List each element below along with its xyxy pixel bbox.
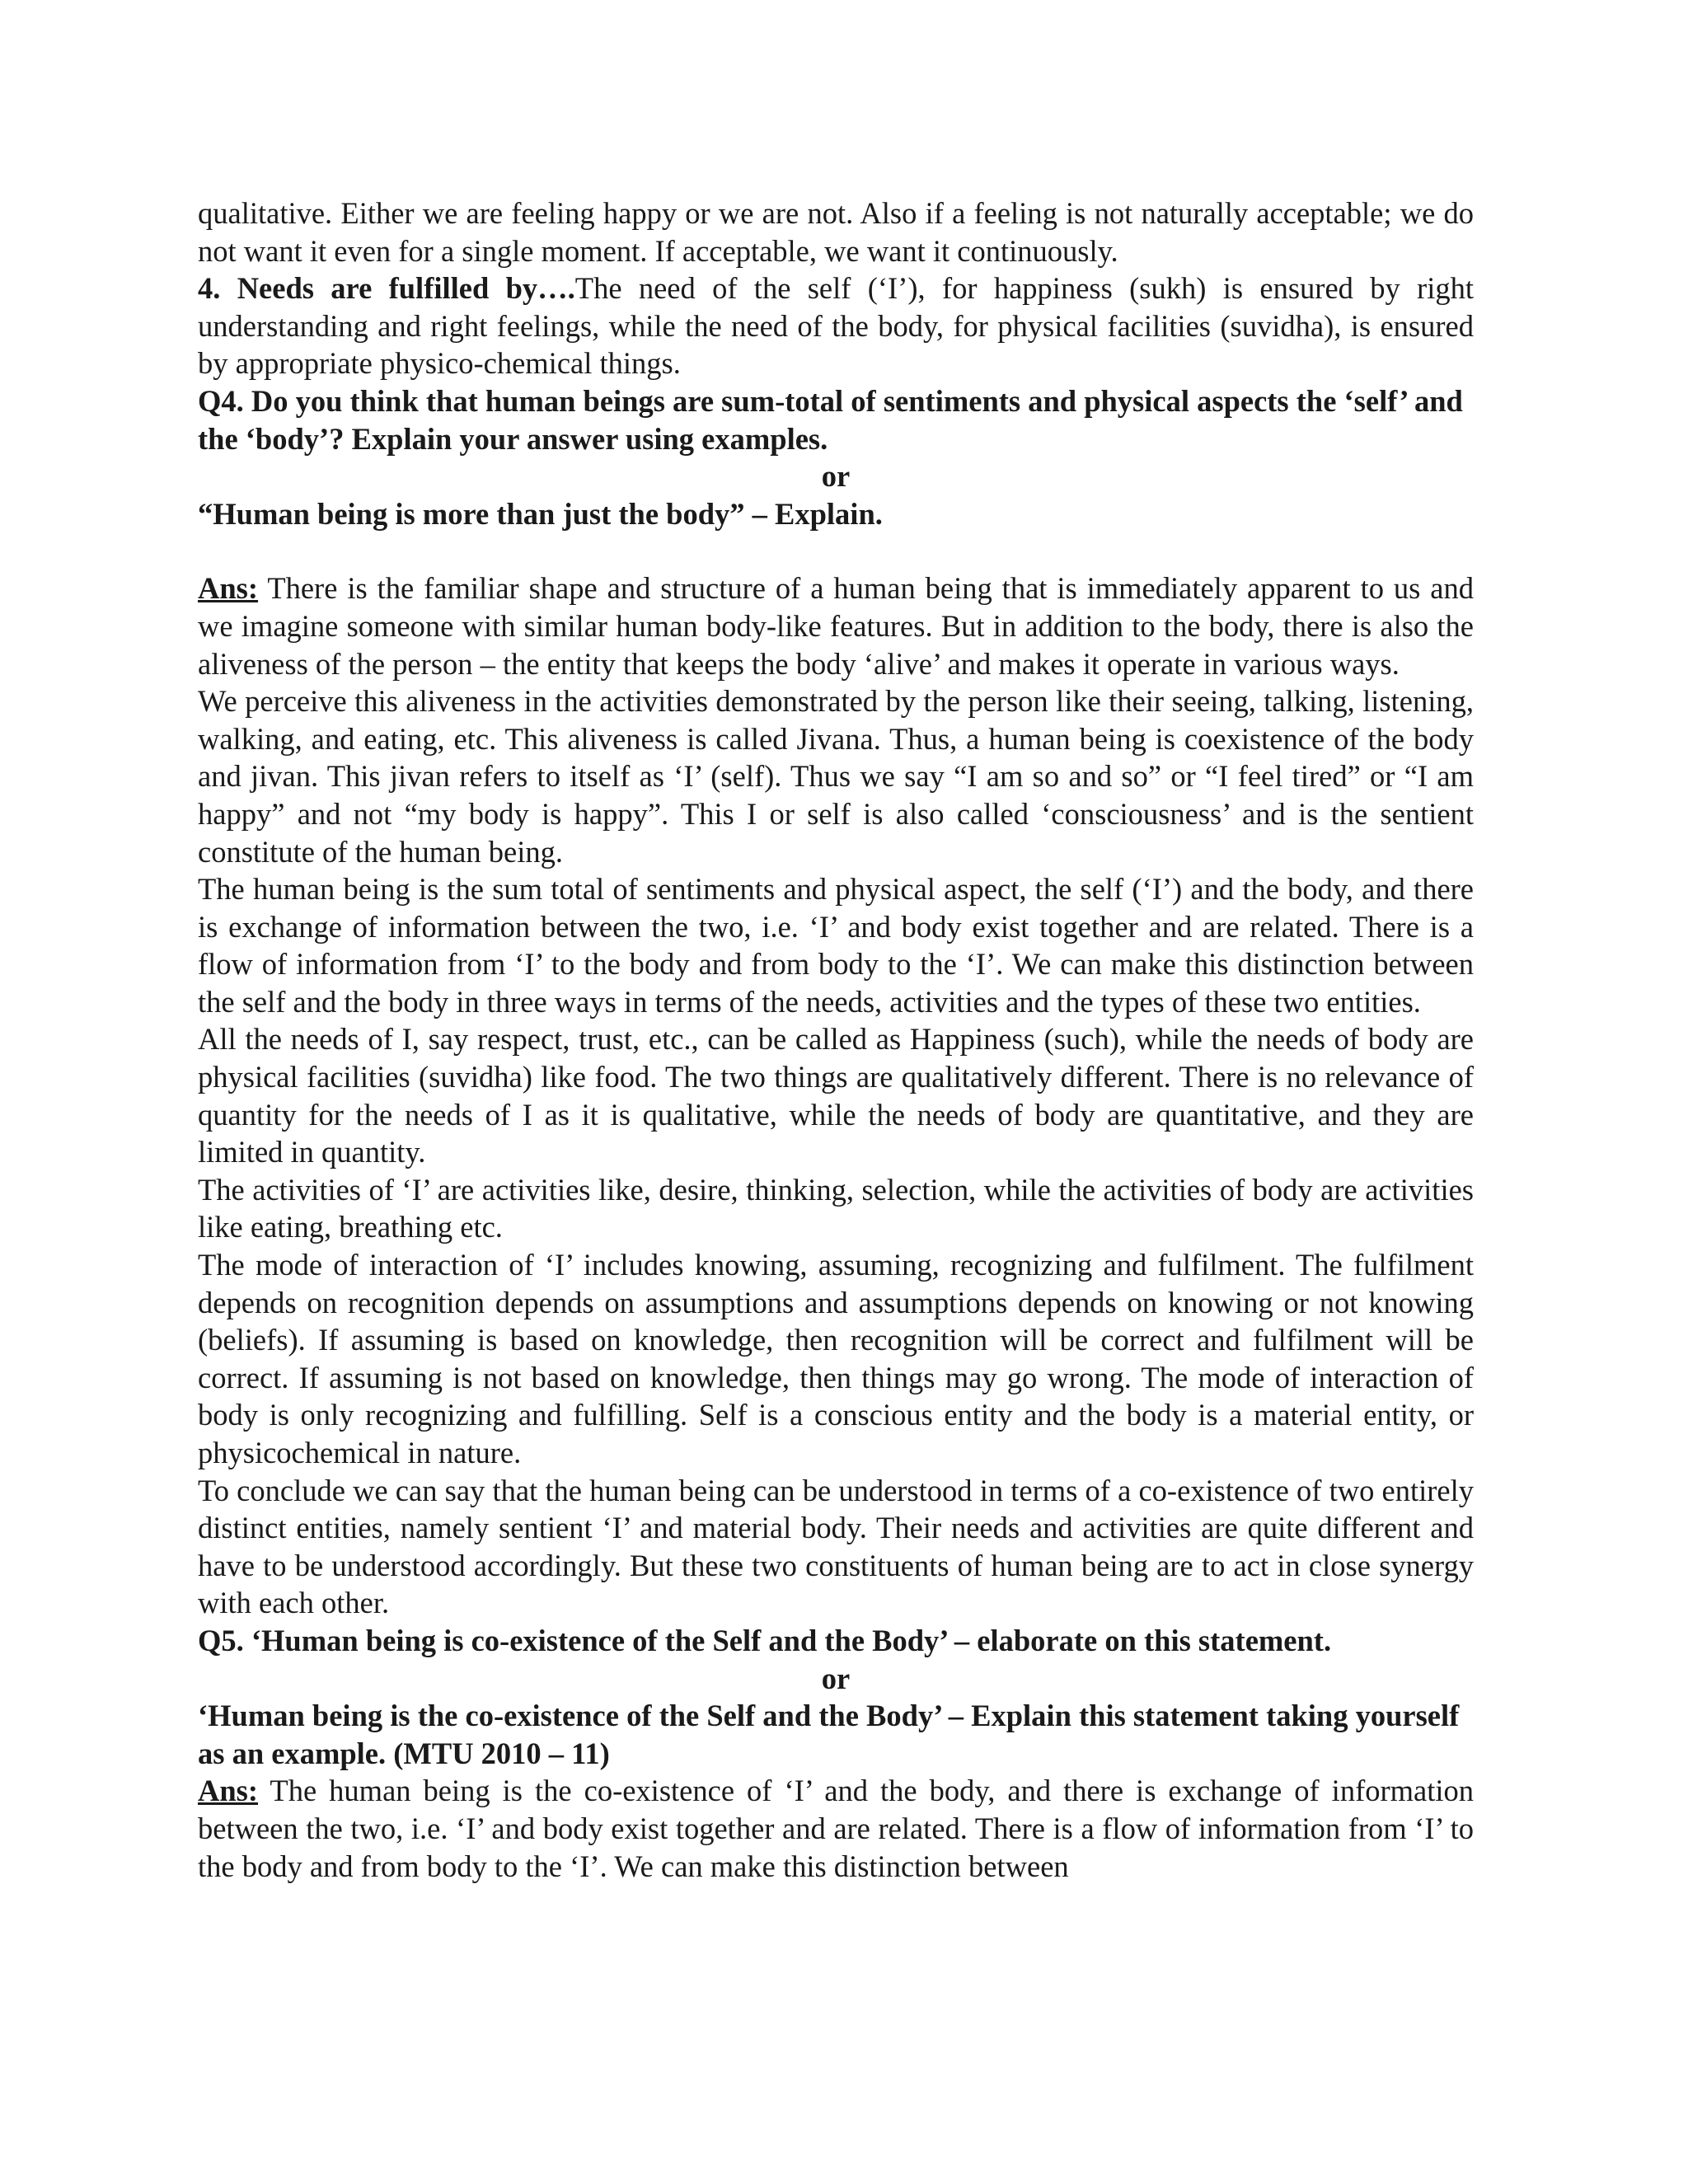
q4-answer-p6: The mode of interaction of ‘I’ includes knowing, assuming, recognizing and fulfilment. The fulfilment depends on recognition depends on assumptions and assumptions depends on knowing or not knowing (beliefs). If assuming is based on knowledge, then recognition will be correct and fulfilment will be correct. If assuming is not based on knowledge, then things may go wrong. The mode of interaction of body is only recognizing and fulfilling. Self is a conscious entity and the body is a material entity, or physicochemical in nature.: [198, 1248, 1474, 1469]
intro-paragraph: qualitative. Either we are feeling happy or we are not. Also if a feeling is not naturally acceptable; we do not want it even for a single moment. If acceptable, we want it continuously.: [198, 196, 1474, 268]
answer-label: Ans:: [198, 1774, 259, 1808]
or-separator-2: or: [821, 1661, 851, 1695]
point-4-text: The need of the self (‘I’), for happiness (sukh) is ensured by right understanding and right feelings, while the need of the body, for physical facilities (suvidha), is ensured by appropriate physico-chemical things.: [198, 271, 1474, 381]
q5-title: Q5. ‘Human being is co-existence of the Self and the Body’ – elaborate on this statement.: [198, 1623, 1332, 1657]
q4-title: Q4. Do you think that human beings are sum-total of sentiments and physical aspects the ‘self’ and the ‘body’? Explain your answer using examples.: [198, 383, 1463, 456]
or-separator-1: or: [821, 459, 851, 494]
q5-answer-p1-text: The human being is the co-existence of ‘I’ and the body, and there is exchange of information between the two, i.e. ‘I’ and body exist together and are related. There is a flow of information from ‘I’ to the body and from body to the ‘I’. We can make this distinction between: [198, 1774, 1474, 1883]
document-page: [198, 194, 1474, 1885]
q4-answer-p4: All the needs of I, say respect, trust, etc., can be called as Happiness (such), while the needs of body are physical facilities (suvidha) like food. The two things are qualitatively different. There is no relevance of quantity for the needs of I as it is qualitative, while the needs of body are quantitative, and they are limited in quantity.: [198, 1022, 1474, 1169]
point-4-paragraph: [198, 269, 1474, 382]
q4-alt-title: “Human being is more than just the body” – Explain.: [198, 496, 883, 531]
q4-answer-p2: We perceive this aliveness in the activities demonstrated by the person like their seeing, talking, listening, walking, and eating, etc. This aliveness is called Jivana. Thus, a human being is coexistence of the body and jivan. This jivan refers to itself as ‘I’ (self). Thus we say “I am so and so” or “I feel tired” or “I am happy” and not “my body is happy”. This I or self is also called ‘consciousness’ and is the sentient constitute of the human being.: [198, 684, 1474, 869]
spacer: [198, 532, 1474, 569]
point-4-lead: 4. Needs are fulfilled by….: [198, 271, 575, 306]
answer-label: Ans:: [198, 571, 259, 606]
q5-answer-p1: [198, 1772, 1474, 1885]
q4-answer-p5: The activities of ‘I’ are activities like, desire, thinking, selection, while the activities of body are activities like eating, breathing etc.: [198, 1172, 1474, 1244]
q4-answer-p7: To conclude we can say that the human being can be understood in terms of a co-existence of two entirely distinct entities, namely sentient ‘I’ and material body. Their needs and activities are quite different and have to be understood accordingly. But these two constituents of human being are to act in close synergy with each other.: [198, 1473, 1474, 1620]
q5-alt-title: ‘Human being is the co-existence of the Self and the Body’ – Explain this statement taking yourself as an example. (MTU 2010 – 11): [198, 1699, 1460, 1770]
q4-answer-p1: [198, 569, 1474, 682]
q4-answer-p3: The human being is the sum total of sentiments and physical aspect, the self (‘I’) and the body, and there is exchange of information between the two, i.e. ‘I’ and body exist together and are related. There is a flow of information from ‘I’ to the body and from body to the ‘I’. We can make this distinction between the self and the body in three ways in terms of the needs, activities and the types of these two entities.: [198, 872, 1474, 1019]
q4-answer-p1-text: There is the familiar shape and structure of a human being that is immediately apparent to us and we imagine someone with similar human body-like features. But in addition to the body, there is also the aliveness of the person – the entity that keeps the body ‘alive’ and makes it operate in various ways.: [198, 571, 1474, 681]
